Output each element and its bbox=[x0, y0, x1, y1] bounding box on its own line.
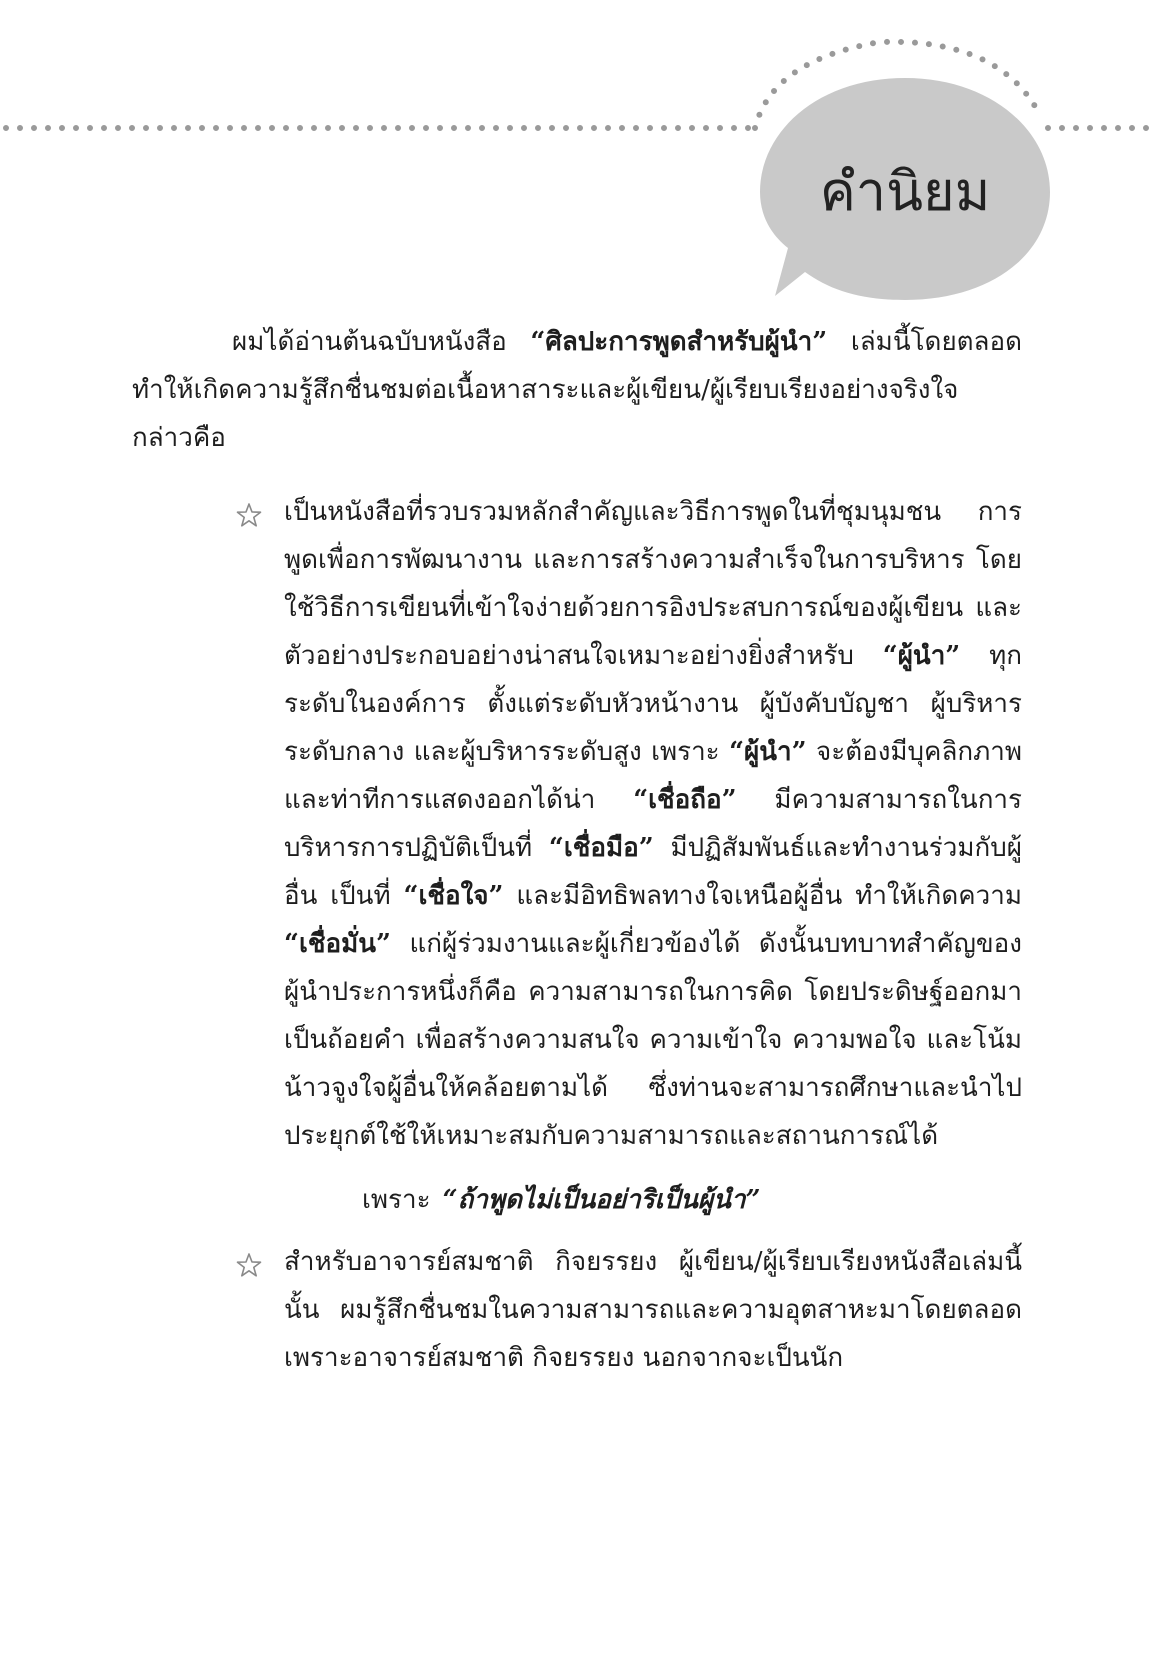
bullet-1-bold-5: “เชื่อใจ” bbox=[403, 881, 504, 911]
star-outline-icon bbox=[236, 502, 262, 528]
bullet-1-text-3: จะต้องมีบุคลิกภาพและท่าทีการแสดงออกได้น่า bbox=[284, 737, 1022, 815]
bullet-1-text-7: แก่ผู้ร่วมงานและผู้เกี่ยวข้องได้ ดังนั้นบทบาทสำคัญของผู้นำประการหนึ่งก็คือ ความสามารถในการคิด โดยประดิษฐ์ออกมาเป็นถ้อยคำ เพื่อสร้างความสนใจ ความเข้าใจ ความพอใจ และโน้มน้าวจูงใจผู้อื่นให้คล้อยตามได้ ซึ่งท่านจะสามารถศึกษาและนำไปประยุกต์ใช้ให้เหมาะสมกับความสามารถและสถานการณ์ได้ bbox=[284, 929, 1022, 1151]
intro-text-1: ผมได้อ่านต้นฉบับหนังสือ bbox=[232, 327, 531, 357]
quote-text: “ถ้าพูดไม่เป็นอย่าริเป็นผู้นำ” bbox=[442, 1185, 761, 1215]
foreword-content bbox=[132, 318, 1022, 1382]
quote-line bbox=[362, 1176, 1022, 1224]
bullet-1-bold-6: “เชื่อมั่น” bbox=[284, 929, 391, 959]
bullet-1-text-2: ทุกระดับในองค์การ ตั้งแต่ระดับหัวหน้างาน ผู้บังคับบัญชา ผู้บริหารระดับกลาง และผู้บริหารระดับสูง เพราะ bbox=[284, 641, 1022, 767]
intro-paragraph bbox=[132, 318, 1022, 462]
intro-text-2: เล่มนี้โดยตลอด ทำให้เกิดความรู้สึกชื่นชมต่อเนื้อหาสาระและผู้เขียน/ผู้เรียบเรียงอย่างจริงใจ กล่าวคือ bbox=[132, 327, 1022, 453]
bullet-1-text-5: มีปฏิสัมพันธ์และทำงานร่วมกับผู้อื่น เป็นที่ bbox=[284, 833, 1022, 911]
bullet-item-1 bbox=[132, 488, 1022, 1160]
bullet-1-bold-2: “ผู้นำ” bbox=[729, 737, 807, 767]
book-title: “ศิลปะการพูดสำหรับผู้นำ” bbox=[530, 327, 828, 357]
bullet-list-2 bbox=[132, 1238, 1022, 1382]
quote-lead: เพราะ bbox=[362, 1185, 431, 1215]
bullet-2-text: สำหรับอาจารย์สมชาติ กิจยรรยง ผู้เขียน/ผู้เรียบเรียงหนังสือเล่มนี้นั้น ผมรู้สึกชื่นชมในความสามารถและความอุตสาหะมาโดยตลอด เพราะอาจารย์สมชาติ กิจยรรยง นอกจากจะเป็นนัก bbox=[284, 1247, 1022, 1373]
bullet-1-bold-1: “ผู้นำ” bbox=[882, 641, 961, 671]
bullet-1-bold-3: “เชื่อถือ” bbox=[633, 785, 737, 815]
star-outline-icon bbox=[236, 1252, 262, 1278]
bullet-item-2 bbox=[132, 1238, 1022, 1382]
bullet-1-text-4: มีความสามารถในการบริหารการปฏิบัติเป็นที่ bbox=[284, 785, 1022, 863]
bullet-list bbox=[132, 488, 1022, 1160]
page-title: คำนิยม bbox=[819, 160, 991, 223]
bullet-1-text-1: เป็นหนังสือที่รวบรวมหลักสำคัญและวิธีการพูดในที่ชุมนุมชน การพูดเพื่อการพัฒนางาน และการสร้างความสำเร็จในการบริหาร โดยใช้วิธีการเขียนที่เข้าใจง่ายด้วยการอิงประสบการณ์ของผู้เขียน และตัวอย่างประกอบอย่างน่าสนใจเหมาะอย่างยิ่งสำหรับ bbox=[284, 497, 1022, 671]
bullet-1-bold-4: “เชื่อมือ” bbox=[548, 833, 654, 863]
bullet-1-text-6: และมีอิทธิพลทางใจเหนือผู้อื่น ทำให้เกิดความ bbox=[503, 881, 1022, 911]
